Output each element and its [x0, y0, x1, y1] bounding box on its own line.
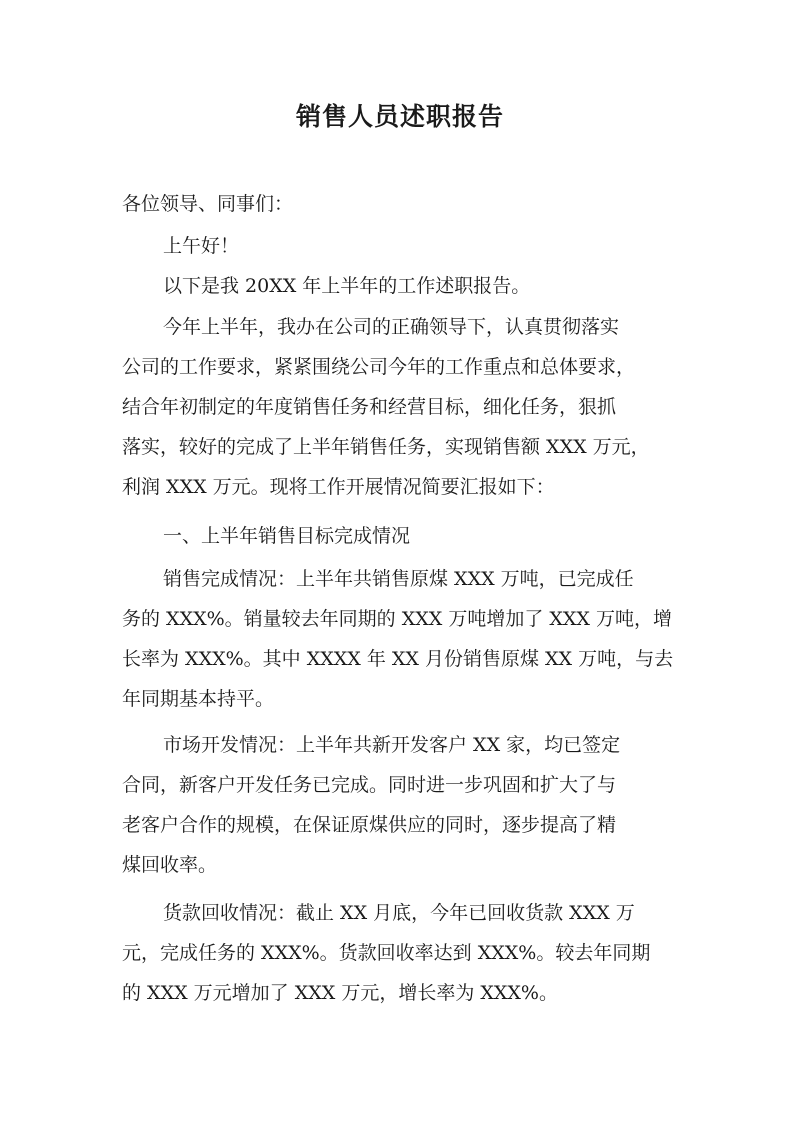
payment-line: 货款回收情况：截止 XX 月底，今年已回收货款 XXX 万 [163, 902, 635, 924]
sales-line: 长率为 XXX%。其中 XXXX 年 XX 月份销售原煤 XX 万吨，与去 [122, 648, 674, 670]
document-title: 销售人员述职报告 [295, 102, 504, 131]
summary-line: 公司的工作要求，紧紧围绕公司今年的工作重点和总体要求， [122, 356, 636, 378]
summary-line: 利润 XXX 万元。现将工作开展情况简要汇报如下： [122, 476, 555, 498]
summary-line: 今年上半年，我办在公司的正确领导下，认真贯彻落实 [163, 316, 620, 338]
summary-line: 结合年初制定的年度销售任务和经营目标，细化任务，狠抓 [122, 396, 617, 418]
intro-paragraph [122, 266, 692, 306]
section-heading [122, 516, 692, 556]
sales-line: 销售完成情况：上半年共销售原煤 XXX 万吨，已完成任 [163, 568, 634, 590]
section-heading-line: 一、上半年销售目标完成情况 [163, 525, 411, 547]
salutation-line: 各位领导、同事们： [122, 193, 294, 215]
greeting-paragraph [122, 226, 692, 266]
market-line: 老客户合作的规模，在保证原煤供应的同时，逐步提高了精 [122, 814, 617, 836]
market-line: 市场开发情况：上半年共新开发客户 XX 家，均已签定 [163, 734, 621, 756]
payment-line: 元，完成任务的 XXX%。货款回收率达到 XXX%。较去年同期 [122, 942, 651, 964]
sales-paragraph [122, 559, 692, 719]
sales-line: 务的 XXX%。销量较去年同期的 XXX 万吨增加了 XXX 万吨，增 [122, 608, 672, 630]
greeting-line: 上午好！ [163, 235, 240, 257]
payment-paragraph [122, 893, 692, 1013]
market-line: 合同，新客户开发任务已完成。同时进一步巩固和扩大了与 [122, 774, 617, 796]
salutation [122, 184, 692, 224]
payment-line: 的 XXX 万元增加了 XXX 万元，增长率为 XXX%。 [122, 982, 558, 1004]
summary-paragraph [122, 307, 692, 507]
market-paragraph [122, 725, 692, 885]
summary-line: 落实，较好的完成了上半年销售任务，实现销售额 XXX 万元， [122, 436, 650, 458]
market-line: 煤回收率。 [122, 854, 218, 876]
intro-line: 以下是我 20XX 年上半年的工作述职报告。 [163, 275, 531, 297]
sales-line: 年同期基本持平。 [122, 688, 275, 710]
